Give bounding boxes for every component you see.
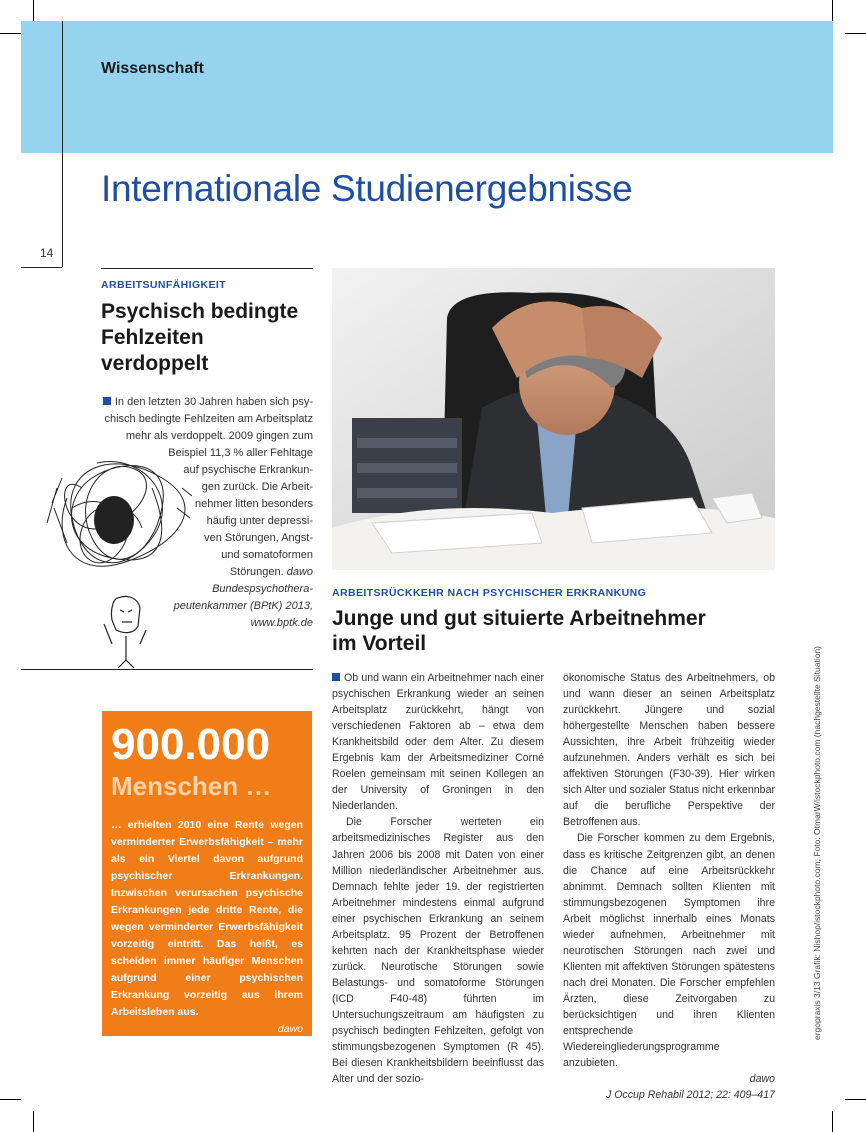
stat-source-line: Rentenversicherung, www.deutsche- xyxy=(131,1057,303,1069)
crop-mark xyxy=(33,0,34,21)
stat-box xyxy=(102,711,312,1086)
article-rule xyxy=(21,669,313,670)
article2-column-2 xyxy=(563,670,775,1103)
stat-author: dawo xyxy=(277,1023,303,1035)
article2-kicker: ARBEITSRÜCKKEHR NACH PSYCHISCHER ERKRANKUNG xyxy=(332,587,647,599)
side-credit: ergopraxis 3/13 Grafik: Nishop/istockphoto.com; Foto: OtmarW/istockphoto.com (nachgestellte Situation) xyxy=(812,645,822,1040)
article2-paragraph: Die Forscher kommen zu dem Ergebnis, dass es kritische Zeitgrenzen gibt, an denen die Chance auf eine Arbeitsrückkehr abnimmt. Demnach sollten Klienten mit stimmungsbezogenen Symptomen ihre Arbeit möglichst innerhalb eines Monats wieder aufnehmen, Arbeitnehmer mit neurotischen Störungen nach zwei und Klienten mit affektiven Störungen spätestens nach drei Monaten. Die Forscher empfehlen Ärzten, diese Zeitvorgaben zu berücksichtigen und ihren Klienten entsprechende Wiedereingliederungsprogramme anzubieten. xyxy=(563,832,775,1070)
stressed-figure-illustration xyxy=(42,448,192,668)
stat-subtitle: Menschen … xyxy=(111,771,272,801)
article1-line: nehmer litten besonders xyxy=(194,498,313,510)
crop-mark xyxy=(845,33,866,34)
stat-source-line: rentenversicherung.de xyxy=(198,1074,303,1086)
article1-author: dawo xyxy=(286,566,313,578)
article1-source-line: peutenkammer (BPtK) 2013, xyxy=(173,600,313,612)
section-label: Wissenschaft xyxy=(101,60,204,77)
article1-line: und somatoformen xyxy=(221,549,313,561)
article1-line: auf psychische Erkrankun- xyxy=(183,464,313,476)
article1-line: häufig unter depressi- xyxy=(206,515,313,527)
photo-illustration xyxy=(332,268,775,570)
page-number-rule xyxy=(21,267,62,268)
bullet-marker xyxy=(103,397,111,405)
bullet-marker xyxy=(332,673,340,681)
header-band xyxy=(21,21,833,153)
stat-source-line: Statistik der Deutschen xyxy=(195,1040,303,1052)
crop-mark xyxy=(33,1111,34,1132)
crop-mark xyxy=(832,1111,833,1132)
page-number: 14 xyxy=(40,246,54,260)
stat-number: 900.000 xyxy=(111,720,271,769)
article1-line: In den letzten 30 Jahren haben sich psy- xyxy=(114,396,313,408)
article2-headline-line: Junge und gut situierte Arbeitnehmer xyxy=(332,607,706,630)
article2-citation: J Occup Rehabil 2012; 22: 409–417 xyxy=(605,1089,775,1102)
article1-source-line: Bundespsychothera- xyxy=(212,583,313,595)
article2-headline xyxy=(332,606,706,656)
stat-body xyxy=(111,817,303,1089)
article1-kicker: ARBEITSUNFÄHIGKEIT xyxy=(101,279,227,291)
margin-rule xyxy=(62,21,63,267)
article1-headline-line: Psychisch bedingte xyxy=(101,300,299,323)
stressed-businessman-photo xyxy=(332,268,775,570)
article1-line: Störungen. xyxy=(229,566,284,578)
crop-mark xyxy=(0,1099,21,1100)
article1-line: Beispiel 11,3 % aller Fehltage xyxy=(168,447,313,459)
article1-headline-line: verdoppelt xyxy=(101,352,209,375)
article1-headline xyxy=(101,299,298,377)
article1-line: mehr als verdoppelt. 2009 gingen zum xyxy=(125,430,313,442)
article2-column-1 xyxy=(332,670,544,1087)
article1-line: ven Störungen, Angst- xyxy=(204,532,313,544)
article1-source-line: www.bptk.de xyxy=(250,617,313,629)
article2-headline-line: im Vorteil xyxy=(332,632,427,655)
page-title: Internationale Studienergebnisse xyxy=(101,168,633,209)
article-rule xyxy=(101,268,313,269)
article2-paragraph: Die Forscher werteten ein arbeitsmedizinisches Register aus den Jahren 2006 bis 2008 mit Daten von einer Million niederländischer Arbeitnehmer aus. Demnach fehlte jeder 19. der registrierten Arbeitnehmer mindestens einmal aufgrund einer psychischen Erkrankung an seinem Arbeitsplatz. 95 Prozent der Betroffenen kehrten nach der Krankheitsphase wieder zurück. Neurotische Störungen sowie Belastungs- und somatoforme Störungen (ICD F40-48) führten im Untersuchungszeitraum am häufigsten zu psychisch bedingten Fehlzeiten, gefolgt von stimmungsbezogenen Symptomen (R 45). Bei diesen Krankheitsbildern beeinflusst das Alter und der sozio- xyxy=(332,816,544,1086)
crop-mark xyxy=(845,1099,866,1100)
article1-headline-line: Fehlzeiten xyxy=(101,326,204,349)
article2-paragraph: ökonomische Status des Arbeitnehmers, ob und wann dieser an seinen Arbeitsplatz zurückkehrt. Jüngere und sozial höhergestellte Menschen haben bessere Aussichten, ihre Arbeit frühzeitig wieder aufzunehmen. Anders verhält es sich bei affektiven Störungen (F30-39). Hier wirken sich Alter und sozialer Status nicht erkennbar auf die berufliche Perspektive der Betroffenen aus. xyxy=(563,672,775,829)
article2-paragraph: Ob und wann ein Arbeitnehmer nach einer psychischen Erkrankung wieder an seinen Arbeitsplatz zurückkehrt, hängt von verschiedenen Faktoren ab – etwa dem Krankheitsbild oder dem Alter. Zu diesem Ergebnis kam der Arbeitsmediziner Corné Roelen gemeinsam mit seinen Kollegen an der University of Groningen in den Niederlanden. xyxy=(332,672,544,813)
article1-line: gen zurück. Die Arbeit- xyxy=(201,481,313,493)
crop-mark xyxy=(0,33,21,34)
article1-line: chisch bedingte Fehlzeiten am Arbeitsplatz xyxy=(104,413,313,425)
article2-author: dawo xyxy=(749,1073,775,1086)
stat-body-text: … erhielten 2010 eine Rente wegen verminderter Erwerbsfähigkeit – mehr als ein Viertel davon aufgrund psychischer Erkrankungen. Inzwischen verursachen psychische Erkrankungen jede dritte Rente, die wegen verminderter Erwerbsfähigkeit vorzeitig eintritt. Das heißt, es scheiden immer häufiger Menschen aufgrund einer psychischen Erkrankung vorzeitig aus ihrem Arbeitsleben aus. xyxy=(111,819,303,1018)
crop-mark xyxy=(832,0,833,21)
